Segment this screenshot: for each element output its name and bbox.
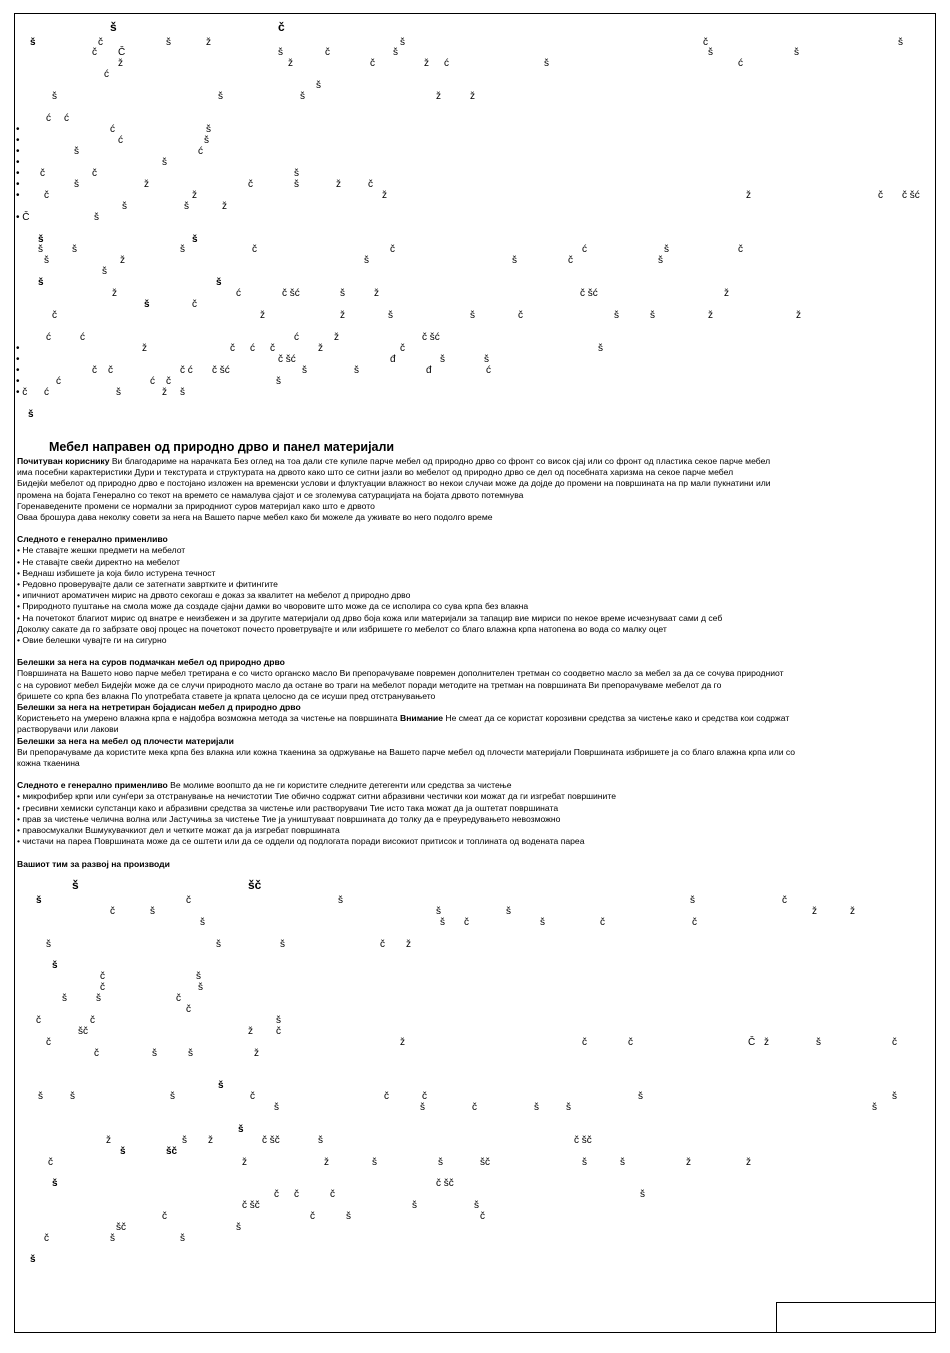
glyph-fragment: š (150, 906, 155, 917)
glyph-fragment: š (36, 895, 42, 906)
glyph-fragment: š (294, 168, 299, 179)
intro-line (17, 490, 917, 501)
glyph-fragment: š (182, 1135, 187, 1146)
glyph-fragment: č šč (436, 1178, 454, 1189)
panel-care-line: Ви препорачуваме да користите мека крпа без влакна или кожна ткаенина за одржување на Вашето парче мебел од плочести материјали Површината избришете ја со благо влажна крпа или со (17, 746, 796, 757)
glyph-fragment: č (400, 343, 405, 354)
glyph-fragment: ć (80, 332, 85, 343)
glyph-fragment: ž (260, 310, 265, 321)
glyph-fragment: ž (850, 906, 855, 917)
glyph-fragment: š (598, 343, 603, 354)
glyph-fragment: š (898, 37, 903, 48)
glyph-fragment: č (368, 179, 373, 190)
glyph-fragment: šč (116, 1222, 126, 1233)
glyph-fragment: š (278, 47, 283, 58)
attention-label: Внимание (400, 713, 446, 724)
glyph-fragment: ž (812, 906, 817, 917)
glyph-fragment: š (166, 37, 171, 48)
glyph-fragment: ž (254, 1048, 259, 1059)
glyph-fragment: š (620, 1157, 625, 1168)
intro-line (17, 478, 917, 489)
glyph-fragment: č (600, 917, 605, 928)
glyph-fragment: ć (582, 244, 587, 255)
glyph-fragment: đ (426, 365, 432, 376)
general2-text: Ве молиме воопшто да не ги користите следните детегенти или средства за чистење (167, 780, 512, 791)
glyph-fragment: č (92, 47, 97, 58)
glyph-fragment: š (200, 917, 205, 928)
glyph-fragment: ž (708, 310, 713, 321)
glyph-fragment: č (518, 310, 523, 321)
glyph-fragment: š (346, 1211, 351, 1222)
glyph-fragment: š (162, 157, 167, 168)
glyph-fragment: • (16, 146, 20, 157)
glyph-fragment: ć (118, 135, 123, 146)
glyph-fragment: š (484, 354, 489, 365)
glyph-fragment: š (218, 91, 223, 102)
glyph-fragment: ć (44, 387, 49, 398)
glyph-fragment: š (52, 1178, 58, 1189)
raw-care-line: с на суровиот мебел Бидејќи може да се случи природното масло да остане во траги на мебелот поради методите на третман на површината Ви препорачуваме мебелот да го (17, 679, 722, 690)
glyph-fragment: č (176, 993, 181, 1004)
glyph-fragment: ž (334, 332, 339, 343)
glyph-fragment: š (120, 1146, 126, 1157)
glyph-fragment: č (186, 895, 191, 906)
glyph-fragment: ž (436, 91, 441, 102)
glyph-fragment: ć (444, 58, 449, 69)
glyph-fragment: ž (222, 201, 227, 212)
glyph-fragment: ž (764, 1037, 769, 1048)
glyph-fragment: š (582, 1157, 587, 1168)
list-item: • ипичниот ароматичен мирис на дрвото секогаш е доказ за квалитет на мебелот д природно дрво (17, 590, 411, 601)
glyph-fragment: č (270, 343, 275, 354)
glyph-fragment: • (16, 124, 20, 135)
glyph-fragment: š (388, 310, 393, 321)
glyph-fragment: š (74, 146, 79, 157)
glyph-fragment: ć (738, 58, 743, 69)
general-heading: Следното е генерално применливо (17, 534, 168, 545)
painted-care-line (17, 713, 917, 724)
glyph-fragment: ž (248, 1026, 253, 1037)
glyph-fragment: č (390, 244, 395, 255)
glyph-fragment: ž (382, 190, 387, 201)
glyph-fragment: č šć (902, 190, 920, 201)
glyph-fragment: č (186, 1004, 191, 1015)
glyph-fragment: š (72, 878, 79, 892)
glyph-fragment: đ (390, 354, 396, 365)
list-item: • Природното пуштање на смола може да создаде сјајни дамки во чворовите што може да се исполира со сува крпа без влакна (17, 601, 529, 612)
glyph-fragment: č (330, 1189, 335, 1200)
general2-line (17, 780, 917, 791)
glyph-fragment: • (16, 343, 20, 354)
glyph-fragment: š (638, 1091, 643, 1102)
glyph-fragment: č šč (262, 1135, 280, 1146)
glyph-fragment: č (192, 299, 197, 310)
glyph-fragment: č (878, 190, 883, 201)
glyph-fragment: č (36, 1015, 41, 1026)
glyph-fragment: š (62, 993, 67, 1004)
glyph-fragment: š (438, 1157, 443, 1168)
glyph-fragment: š (236, 1222, 241, 1233)
glyph-fragment: č (230, 343, 235, 354)
intro-text: Горенаведените промени се нормални за природниот суров материјал како што е дрвото (17, 500, 375, 511)
list-item: • правосмукалки Вшмукувачкиот дел и четките можат да ја изгребат површината (17, 825, 340, 836)
glyph-fragment: š (436, 906, 441, 917)
glyph-fragment: ž (242, 1157, 247, 1168)
list-item: • Редовно проверувајте дали се затегнати завртките и фитингите (17, 579, 278, 590)
panel-care-line: кожна ткаенина (17, 758, 80, 769)
glyph-fragment: č (108, 365, 113, 376)
glyph-fragment: č (692, 917, 697, 928)
glyph-fragment: š (372, 1157, 377, 1168)
glyph-fragment: š (294, 179, 299, 190)
glyph-fragment: š (650, 310, 655, 321)
glyph-fragment: š (440, 354, 445, 365)
glyph-fragment: č (480, 1211, 485, 1222)
glyph-fragment: č (52, 310, 57, 321)
glyph-fragment: ž (288, 58, 293, 69)
glyph-fragment: ž (340, 310, 345, 321)
glyph-fragment: ć (46, 332, 51, 343)
glyph-fragment: šč (248, 878, 262, 892)
glyph-fragment: č ć (180, 365, 193, 376)
glyph-fragment: č (738, 244, 743, 255)
glyph-fragment: č šć (580, 288, 598, 299)
intro-text: Бидејќи мебелот од природно дрво е постојано изложен на временски услови и флуктуации влажност во некои случаи може да дојде до промени на површината на пр мали пукнатини или (17, 478, 771, 489)
glyph-fragment: ž (142, 343, 147, 354)
glyph-fragment: č (44, 190, 49, 201)
glyph-fragment: š (440, 917, 445, 928)
raw-care-line: бришете со крпа без влакна По употребата ставете ја крпата целосно да се исуши пред отстранувањето (17, 690, 436, 701)
glyph-fragment: č (44, 1233, 49, 1244)
glyph-fragment: č (100, 971, 105, 982)
glyph-fragment: č (92, 365, 97, 376)
glyph-fragment: č šć (422, 332, 440, 343)
glyph-fragment: č (310, 1211, 315, 1222)
glyph-fragment: š (816, 1037, 821, 1048)
glyph-fragment: š (892, 1091, 897, 1102)
glyph-fragment: š (204, 135, 209, 146)
list-item: • Не ставајте свеќи директно на мебелот (17, 556, 180, 567)
list-item: • микрофибер крпи или сунѓери за отстранување на нечистотии Тие обично содржат ситни абразивни честички кои можат да ги изгребат површините (17, 791, 616, 802)
glyph-fragment: č (464, 917, 469, 928)
glyph-fragment: š (206, 124, 211, 135)
intro-line (17, 501, 917, 512)
painted-text: Користењето на умерено влажна крпа е најдобра возможна метода за чистење на површината (17, 713, 401, 724)
general2-list (17, 791, 917, 847)
glyph-fragment: ž (470, 91, 475, 102)
glyph-fragment: ž (374, 288, 379, 299)
glyph-fragment: š (152, 1048, 157, 1059)
glyph-fragment: ž (208, 1135, 213, 1146)
glyph-fragment: č (628, 1037, 633, 1048)
glyph-fragment: š (614, 310, 619, 321)
glyph-fragment: š (72, 244, 77, 255)
glyph-fragment: š (38, 1091, 43, 1102)
glyph-fragment: š (338, 895, 343, 906)
glyph-fragment: č (166, 376, 171, 387)
glyph-fragment: š (102, 266, 107, 277)
glyph-fragment: š (540, 917, 545, 928)
glyph-fragment: š (690, 895, 695, 906)
glyph-fragment: ž (686, 1157, 691, 1168)
glyph-fragment: č (252, 244, 257, 255)
glyph-fragment: č (568, 255, 573, 266)
general2-heading: Следното е генерално применливо (17, 780, 168, 791)
glyph-fragment: č (100, 982, 105, 993)
glyph-fragment: š (192, 234, 198, 245)
glyph-fragment: • (16, 365, 20, 376)
glyph-fragment: š (38, 244, 43, 255)
glyph-fragment: š (180, 387, 185, 398)
painted-care-line: растворувачи или лакови (17, 724, 119, 735)
glyph-fragment: š (506, 906, 511, 917)
glyph-fragment: š (216, 277, 222, 288)
glyph-fragment: ž (206, 37, 211, 48)
glyph-fragment: š (276, 1015, 281, 1026)
glyph-fragment: š (170, 1091, 175, 1102)
intro-text: Оваа брошура дава неколку совети за нега на Вашето парче мебел како би можеле да уживате во него подолго време (17, 512, 493, 523)
glyph-fragment: • (16, 179, 20, 190)
doc-title: Мебел направен од природно дрво и панел материјали (49, 440, 395, 454)
glyph-fragment: ć (198, 146, 203, 157)
glyph-fragment: č (40, 168, 45, 179)
glyph-fragment: č šč (574, 1135, 592, 1146)
glyph-fragment: č (294, 1189, 299, 1200)
glyph-fragment: š (52, 960, 58, 971)
glyph-fragment: š (38, 277, 44, 288)
glyph-fragment: ž (796, 310, 801, 321)
glyph-fragment: Č (748, 1037, 756, 1048)
glyph-fragment: š (122, 201, 127, 212)
glyph-fragment: č (94, 1048, 99, 1059)
glyph-fragment: š (354, 365, 359, 376)
glyph-fragment: š (188, 1048, 193, 1059)
glyph-fragment: š (393, 47, 398, 58)
intro-line (17, 512, 917, 523)
glyph-fragment: š (198, 982, 203, 993)
glyph-fragment: ž (400, 1037, 405, 1048)
intro-line (17, 456, 917, 467)
glyph-fragment: č (92, 168, 97, 179)
glyph-fragment: č (248, 179, 253, 190)
glyph-fragment: š (276, 376, 281, 387)
glyph-fragment: ž (746, 190, 751, 201)
glyph-fragment: š (316, 80, 321, 91)
glyph-fragment: š (512, 255, 517, 266)
glyph-fragment: š (274, 1102, 279, 1113)
glyph-fragment: ć (104, 69, 109, 80)
glyph-fragment: č šć (212, 365, 230, 376)
glyph-fragment: š (340, 288, 345, 299)
glyph-fragment: • (16, 157, 20, 168)
glyph-fragment: š (566, 1102, 571, 1113)
glyph-fragment: • (16, 168, 20, 179)
glyph-fragment: č (46, 1037, 51, 1048)
painted-text: Не смеат да се користат корозивни средства за чистење како и средства кои содржат (445, 713, 790, 724)
glyph-fragment: š (470, 310, 475, 321)
glyph-fragment: š (44, 255, 49, 266)
glyph-fragment: ć (110, 124, 115, 135)
glyph-fragment: č (782, 895, 787, 906)
glyph-fragment: š (300, 91, 305, 102)
list-item: • прав за чистење челична волна или Јастучиња за чистење Тие ја уништуваат површината до толку да е преуредувањето невозможно (17, 813, 561, 824)
glyph-fragment: š (180, 244, 185, 255)
glyph-fragment: ć (486, 365, 491, 376)
intro-text: Ви благодариме на нарачката Без оглед на тоа дали сте купиле парче мебел од природно дрво со фронт со висок сјај или со фронт од пластика секое парче мебел (109, 456, 771, 466)
glyph-fragment: šč (480, 1157, 490, 1168)
glyph-fragment: š (196, 971, 201, 982)
intro-line (17, 467, 917, 478)
glyph-fragment: š (180, 1233, 185, 1244)
glyph-fragment: č (276, 1026, 281, 1037)
glyph-fragment: č (278, 20, 285, 34)
glyph-fragment: č (98, 37, 103, 48)
glyph-fragment: č (325, 47, 330, 58)
glyph-fragment: č (422, 1091, 427, 1102)
glyph-fragment: š (70, 1091, 75, 1102)
glyph-fragment: š (640, 1189, 645, 1200)
glyph-fragment: ž (106, 1135, 111, 1146)
glyph-fragment: š (238, 1124, 244, 1135)
list-item: • На почетокот благиот мирис од внатре е неизбежен и за другите материјали од дрво боја кожа или материјали за тапацир вие мириси по некое време исчезнуваат сами д себ (17, 612, 723, 623)
glyph-fragment: š (794, 47, 799, 58)
list-item: Доколку сакате да го забрзате овој процес на почетокот почесто проветрувајте и или избришете го мебелот со благо влажна крпа натопена во вода со малку оцет (17, 623, 667, 634)
list-item: • Не ставајте жешки предмети на мебелот (17, 545, 186, 556)
general-list (17, 545, 917, 646)
glyph-fragment: ć (250, 343, 255, 354)
glyph-fragment: č (703, 37, 708, 48)
glyph-fragment: č (250, 1091, 255, 1102)
glyph-fragment: č (48, 1157, 53, 1168)
glyph-fragment: ž (324, 1157, 329, 1168)
glyph-fragment: ž (424, 58, 429, 69)
list-item: • чистачи на пареа Површината може да се оштети или да се оддели од подлогата поради високиот притисок и топлината од водената пареа (17, 836, 585, 847)
glyph-fragment: č šć (282, 288, 300, 299)
glyph-fragment: š (872, 1102, 877, 1113)
glyph-fragment: ž (118, 58, 123, 69)
list-item: • Веднаш избишете ја која било истурена течност (17, 567, 216, 578)
glyph-fragment: š (474, 1200, 479, 1211)
glyph-fragment: ć (64, 113, 69, 124)
salutation: Почитуван кориснику (17, 456, 110, 466)
glyph-fragment: š (664, 244, 669, 255)
glyph-fragment: š (30, 1254, 36, 1265)
glyph-fragment: č (370, 58, 375, 69)
glyph-fragment: ž (724, 288, 729, 299)
glyph-fragment: š (216, 939, 221, 950)
glyph-fragment: č (472, 1102, 477, 1113)
macedonian-care-instructions (17, 440, 917, 870)
glyph-fragment: • Č (16, 212, 30, 223)
glyph-fragment: č (110, 906, 115, 917)
glyph-fragment: ć (150, 376, 155, 387)
glyph-fragment: ć (56, 376, 61, 387)
glyph-fragment: • (16, 376, 20, 387)
glyph-fragment: ć (46, 113, 51, 124)
list-item: • гресивни хемиски супстанци како и абразивни средства за чистење или растворувачи Тие исто така можат да ја оштетат површината (17, 802, 559, 813)
glyph-fragment: š (184, 201, 189, 212)
glyph-fragment: š (96, 993, 101, 1004)
glyph-fragment: šč (166, 1146, 178, 1157)
glyph-fragment: ž (112, 288, 117, 299)
glyph-fragment: š (302, 365, 307, 376)
glyph-fragment: š (74, 179, 79, 190)
glyph-fragment: š (364, 255, 369, 266)
panel-care-heading: Белешки за нега на мебел од плочести материјали (17, 735, 234, 746)
glyph-fragment: š (708, 47, 713, 58)
glyph-fragment: Č (118, 47, 126, 58)
glyph-fragment: č (892, 1037, 897, 1048)
glyph-fragment: š (110, 1233, 115, 1244)
raw-care-heading: Белешки за нега на суров подмачкан мебел од природно дрво (17, 657, 285, 668)
glyph-fragment: č šč (242, 1200, 260, 1211)
glyph-fragment: ž (192, 190, 197, 201)
list-item: • Овие белешки чувајте ги на сигурно (17, 635, 167, 646)
glyph-fragment: š (30, 37, 36, 48)
glyph-fragment: š (218, 1080, 224, 1091)
title-block-box (776, 1302, 936, 1333)
glyph-fragment: ć (236, 288, 241, 299)
glyph-fragment: č (380, 939, 385, 950)
glyph-fragment: š (412, 1200, 417, 1211)
intro-text: промена на бојата Генерално со текот на времето се намалува сјајот и се зголемува сатурацијата на бојата дрвото потемнува (17, 489, 524, 500)
glyph-fragment: š (38, 234, 44, 245)
glyph-fragment: ž (120, 255, 125, 266)
glyph-fragment: š (94, 212, 99, 223)
glyph-fragment: š (544, 58, 549, 69)
glyph-fragment: č (90, 1015, 95, 1026)
glyph-fragment: š (400, 37, 405, 48)
glyph-fragment: š (280, 939, 285, 950)
intro-paragraph (17, 456, 917, 523)
glyph-fragment: š (110, 20, 117, 34)
glyph-fragment: č (384, 1091, 389, 1102)
glyph-fragment: š (52, 91, 57, 102)
painted-care-heading: Белешки за нега на нетретиран бојадисан мебел д природно дрво (17, 702, 301, 713)
glyph-fragment: š (318, 1135, 323, 1146)
glyph-fragment: š (420, 1102, 425, 1113)
glyph-fragment: ž (318, 343, 323, 354)
glyph-fragment: ž (746, 1157, 751, 1168)
glyph-fragment: ž (336, 179, 341, 190)
glyph-fragment: • (16, 354, 20, 365)
glyph-fragment: • (16, 135, 20, 146)
glyph-fragment: ž (162, 387, 167, 398)
intro-text: има посебни карактеристики Дури и текстурата и структурата на дрвото како што се ситни јазли во мебелот од природно дрво се дел од посебната харизма на секое парче мебел (17, 467, 734, 478)
glyph-fragment: ž (144, 179, 149, 190)
glyph-fragment: č (274, 1189, 279, 1200)
glyph-fragment: š (116, 387, 121, 398)
glyph-fragment: š (28, 409, 34, 420)
signoff: Вашиот тим за развој на производи (17, 858, 170, 869)
glyph-fragment: š (144, 299, 150, 310)
glyph-fragment: ć (294, 332, 299, 343)
glyph-fragment: č (582, 1037, 587, 1048)
raw-care-line: Површината на Вашето ново парче мебел третирана е со чисто органско масло Ви препорачуваме повремен дополнителен третман со соодветно масло за мебел за да се сочува природниот (17, 668, 784, 679)
glyph-fragment: š (46, 939, 51, 950)
glyph-fragment: • č (16, 387, 28, 398)
glyph-fragment: • (16, 190, 20, 201)
glyph-fragment: č šć (278, 354, 296, 365)
glyph-fragment: š (534, 1102, 539, 1113)
glyph-fragment: š (658, 255, 663, 266)
glyph-fragment: šč (78, 1026, 88, 1037)
glyph-fragment: ž (406, 939, 411, 950)
glyph-fragment: č (162, 1211, 167, 1222)
